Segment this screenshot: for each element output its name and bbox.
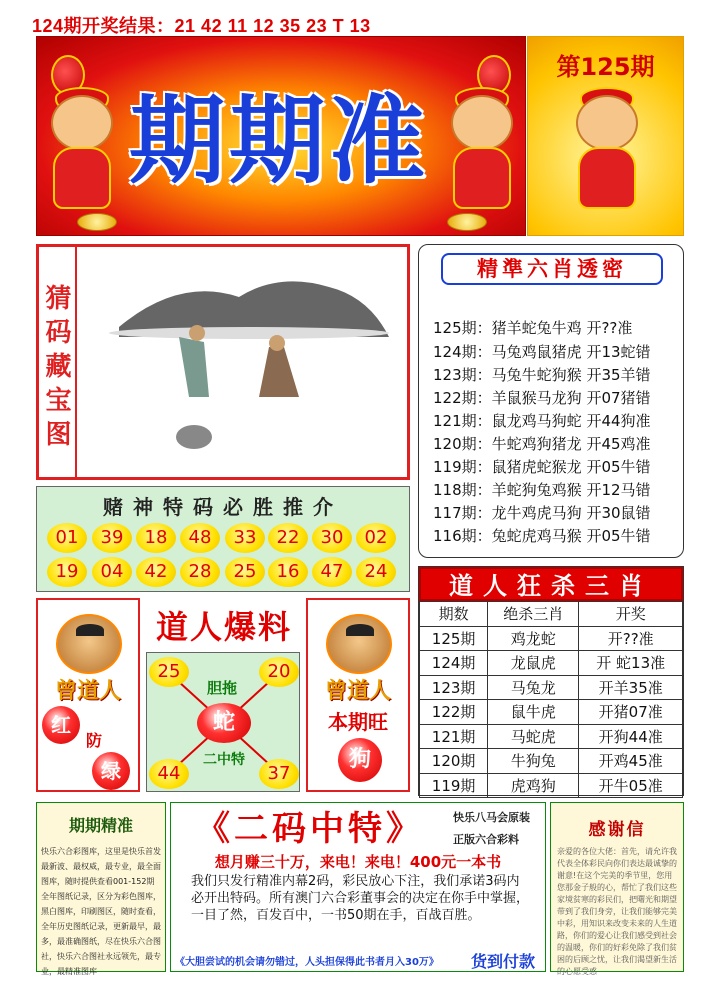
zodiac-row: 123期：马兔牛蛇狗猴 开35羊错: [433, 366, 651, 384]
cell: 119期: [420, 773, 488, 798]
zodiac-row: 119期：鼠猪虎蛇猴龙 开05牛错: [433, 458, 651, 476]
kill-table: [419, 601, 683, 798]
dao-grid: [146, 652, 300, 792]
zodiac-row: 121期：鼠龙鸡马狗蛇 开44狗准: [433, 412, 651, 430]
number-ball: 18: [136, 523, 176, 553]
two-code-ad: [170, 802, 546, 972]
issue-number: 第125期: [556, 53, 655, 81]
zodiac-row: 117期：龙牛鸡虎马狗 开30鼠错: [433, 504, 651, 522]
guard-label: 防: [86, 731, 103, 750]
number-ball: 30: [312, 523, 352, 553]
main-title: 期期准: [129, 85, 429, 197]
green-bubble: 绿: [92, 752, 130, 790]
cell: 鸡龙蛇: [488, 626, 579, 651]
cell: 开鸡45准: [579, 749, 683, 774]
dantuo-label: 胆拖: [207, 679, 238, 697]
number-ball: 25: [225, 557, 265, 587]
cell: 开牛05准: [579, 773, 683, 798]
left-person-panel: [36, 598, 140, 792]
left-box-text: 快乐六合彩图库，这里是快乐首发最新波、最权威，最专业，最全面图库，随时提供查看001-152期全年图纸记录，区分为彩色图库，黑白图库，印刷图区，随时查看，全年历史图纸记录，更新最早，最多，最准确图纸，尽在快乐六合图社，快乐六合图社永远领先，最专业，最精准图库: [41, 847, 161, 976]
number-ball: 19: [47, 557, 87, 587]
cell: 120期: [420, 749, 488, 774]
cell: 124期: [420, 651, 488, 676]
number-ball: 16: [268, 557, 308, 587]
gold-ingot-icon: [77, 213, 117, 231]
issue-panel: [527, 36, 684, 236]
erzhongte-label: 二中特: [203, 752, 245, 768]
zodiac-row: 125期：猪羊蛇兔牛鸡 开??准: [433, 319, 633, 337]
tag-original: 快乐八马会原装: [453, 811, 530, 824]
number-ball: 44: [149, 759, 189, 789]
cell: 121期: [420, 724, 488, 749]
table-row: [420, 675, 683, 700]
number-ball: 37: [259, 759, 299, 789]
cell: 鼠牛虎: [488, 700, 579, 725]
number-ball: 48: [180, 523, 220, 553]
cell: 开 蛇13准: [579, 651, 683, 676]
cell: 龙鼠虎: [488, 651, 579, 676]
avatar: [56, 614, 122, 674]
cell: 马蛇虎: [488, 724, 579, 749]
cell: 122期: [420, 700, 488, 725]
daoist-tip-panel: [144, 598, 304, 794]
slogan: 想月赚三十万，来电！来电！400元一本书: [214, 853, 502, 871]
column-header: 开奖: [579, 602, 683, 627]
dao-title: 道人爆料: [155, 608, 292, 646]
number-ball: 42: [136, 557, 176, 587]
cell: 开狗44准: [579, 724, 683, 749]
zodiac-row: 122期：羊鼠猴马龙狗 开07猪错: [433, 389, 651, 407]
cell: 开??准: [579, 626, 683, 651]
featured-zodiac-bubble: 狗: [338, 738, 382, 782]
left-box-title: 期期精准: [68, 816, 133, 835]
dog-mascot-issue: [570, 95, 644, 215]
table-row: [420, 773, 683, 798]
cell: 开羊35准: [579, 675, 683, 700]
column-header: 绝杀三肖: [488, 602, 579, 627]
previous-draw-result: 124期开奖结果：21 42 11 12 35 23 T 13: [32, 16, 371, 36]
table-row: [420, 651, 683, 676]
person-name: 曾道人: [54, 679, 121, 704]
number-ball: 47: [312, 557, 352, 587]
six-zodiac-panel: [418, 244, 684, 558]
number-ball: 04: [92, 557, 132, 587]
table-row: [420, 626, 683, 651]
accurate-every-period-box: [36, 802, 166, 976]
number-ball: 25: [149, 657, 189, 687]
riddle-picture-panel: [36, 244, 410, 480]
zodiac-row: 118期：羊蛇狗兔鸡猴 开12马错: [433, 481, 651, 499]
kill-header: 道人狂杀三肖: [419, 567, 683, 601]
riddle-side-title: 猜码藏宝图: [39, 247, 77, 477]
zodiac-row: 116期：兔蛇虎鸡马猴 开05牛错: [433, 527, 651, 545]
thank-you-letter-box: [550, 802, 684, 976]
riddle-illustration: [99, 267, 399, 467]
kill-three-zodiac-panel: [418, 566, 684, 796]
thank-you-text: 亲爱的各位大佬：首先，请允许我代表全体彩民向你们表达最诚挚的谢意!在这个完美的季节里，您用您那金子般的心，帮忙了我们这些家境贫寒的彩民们，把曙光和期望带到了我们身旁，让我们能够完美中彩，用知识来改变未来的人生道路，你们的爱心让我们感受到社会的温暖，你们的好彩免除了我们贫困的后顾之忧，让我们渴望新生活的心愿受惑: [557, 847, 677, 976]
right-person-panel: [306, 598, 410, 792]
number-ball: 20: [259, 657, 299, 687]
cell: 虎鸡狗: [488, 773, 579, 798]
number-ball: 01: [47, 523, 87, 553]
dog-mascot-left: [45, 95, 119, 215]
number-ball: 28: [180, 557, 220, 587]
column-header: 期数: [420, 602, 488, 627]
table-header-row: [420, 602, 683, 627]
title-banner: [36, 36, 526, 236]
thank-you-title: 感谢信: [588, 820, 646, 840]
cash-on-delivery: 货到付款: [471, 952, 536, 971]
six-zodiac-header: 精準六肖透密: [441, 253, 663, 285]
avatar: [326, 614, 392, 674]
number-ball: 33: [225, 523, 265, 553]
red-bubble: 红: [42, 706, 80, 744]
cell: 马兔龙: [488, 675, 579, 700]
center-zodiac-bubble: 蛇: [197, 703, 251, 743]
tag-genuine: 正版六合彩料: [453, 833, 519, 846]
zodiac-row: 120期：牛蛇鸡狗猪龙 开45鸡准: [433, 435, 651, 453]
ad-footnote: 《大胆尝试的机会请勿错过，人头担保得此书者月入30万》: [175, 957, 439, 968]
zodiac-row: 124期：马兔鸡鼠猪虎 开13蛇错: [433, 343, 651, 361]
number-ball: 22: [268, 523, 308, 553]
dog-mascot-right: [445, 95, 519, 215]
two-code-title: 《二码中特》: [196, 809, 424, 849]
cell: 125期: [420, 626, 488, 651]
cell: 开猪07准: [579, 700, 683, 725]
gold-ingot-icon: [447, 213, 487, 231]
bottom-section: [36, 802, 684, 976]
number-ball: 02: [356, 523, 396, 553]
god-special-picks-panel: [36, 486, 410, 592]
this-period-label: 本期旺: [328, 710, 388, 734]
person-name: 曾道人: [324, 679, 391, 704]
god-picks-header: 赌神特码必胜推介: [103, 495, 343, 519]
table-row: [420, 700, 683, 725]
cell: 123期: [420, 675, 488, 700]
ad-text: 我们只发行精准内幕2码，彩民放心下注，我们承诺3码内必开出特码。所有澳门六合彩董事会的决定在你手中掌握，一目了然，百发百中，一书50期在手，百战百胜。: [191, 874, 530, 923]
table-row: [420, 724, 683, 749]
number-ball: 39: [92, 523, 132, 553]
cell: 牛狗兔: [488, 749, 579, 774]
number-ball: 24: [356, 557, 396, 587]
table-row: [420, 749, 683, 774]
